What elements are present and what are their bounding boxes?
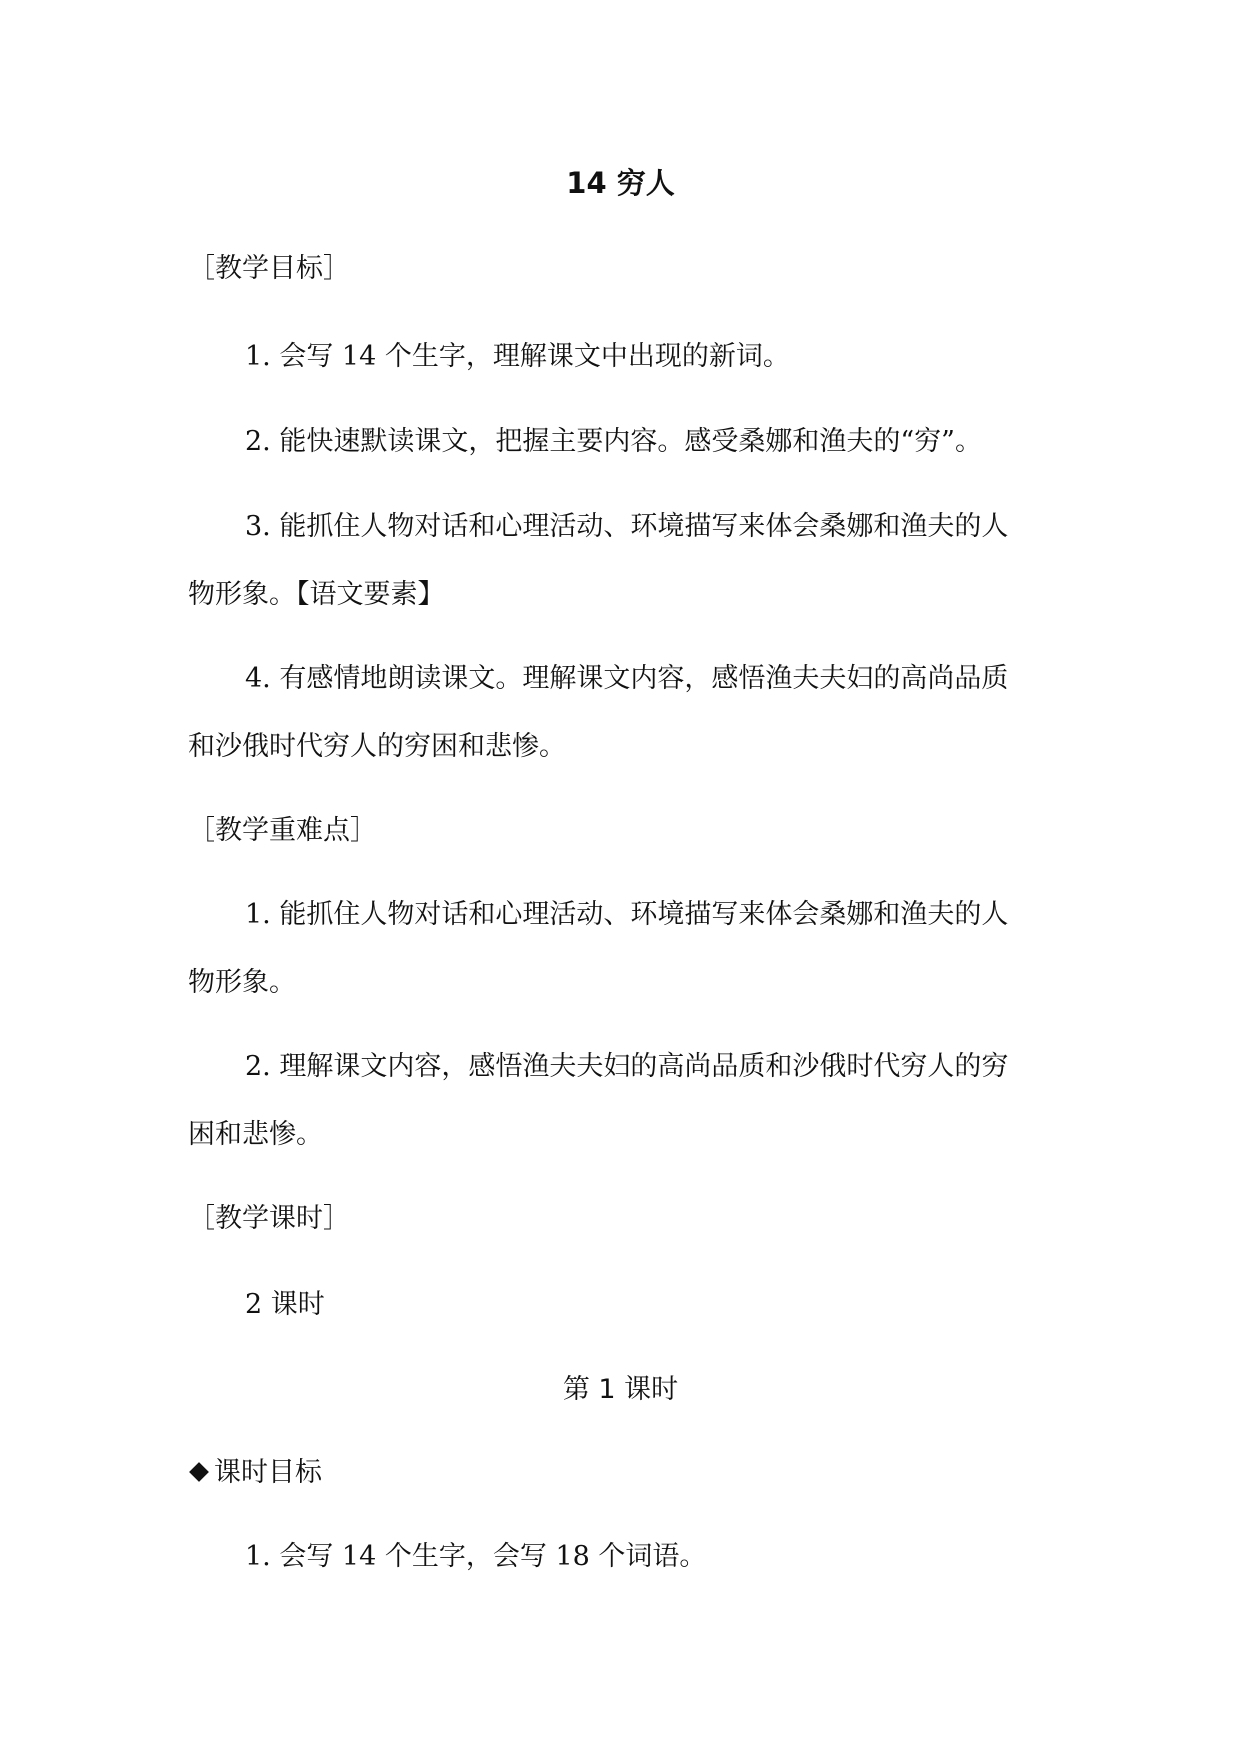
key-point-item-2-line-1: 2. 理解课文内容，感悟渔夫夫妇的高尚品质和沙俄时代穷人的穷 [245, 1051, 1009, 1082]
hours-value: 2 课时 [245, 1289, 325, 1320]
goal-item-4-line-2: 和沙俄时代穷人的穷困和悲惨。 [188, 731, 566, 762]
goal-item-3-line-2: 物形象。【语文要素】 [188, 579, 445, 610]
section-heading-goals: ［教学目标］ [188, 253, 350, 284]
diamond-bullet-icon [189, 1462, 209, 1482]
document-title: 14 穷人 [566, 166, 675, 200]
lesson-1-goals-heading-row [188, 1456, 322, 1490]
section-heading-hours: ［教学课时］ [188, 1203, 350, 1234]
goal-item-1: 1. 会写 14 个生字，理解课文中出现的新词。 [245, 341, 790, 372]
key-point-item-1-line-2: 物形象。 [188, 967, 296, 998]
goal-item-4-line-1: 4. 有感情地朗读课文。理解课文内容，感悟渔夫夫妇的高尚品质 [245, 663, 1009, 694]
lesson-1-goals-heading: 课时目标 [214, 1457, 322, 1488]
section-heading-key-points: ［教学重难点］ [188, 815, 377, 846]
key-point-item-1-line-1: 1. 能抓住人物对话和心理活动、环境描写来体会桑娜和渔夫的人 [245, 899, 1009, 930]
goal-item-2: 2. 能快速默读课文，把握主要内容。感受桑娜和渔夫的“穷”。 [245, 426, 982, 457]
goal-item-3-line-1: 3. 能抓住人物对话和心理活动、环境描写来体会桑娜和渔夫的人 [245, 511, 1009, 542]
lesson-1-goal-1: 1. 会写 14 个生字，会写 18 个词语。 [245, 1541, 707, 1572]
key-point-item-2-line-2: 困和悲惨。 [188, 1119, 323, 1150]
lesson-1-heading: 第 1 课时 [562, 1374, 679, 1405]
